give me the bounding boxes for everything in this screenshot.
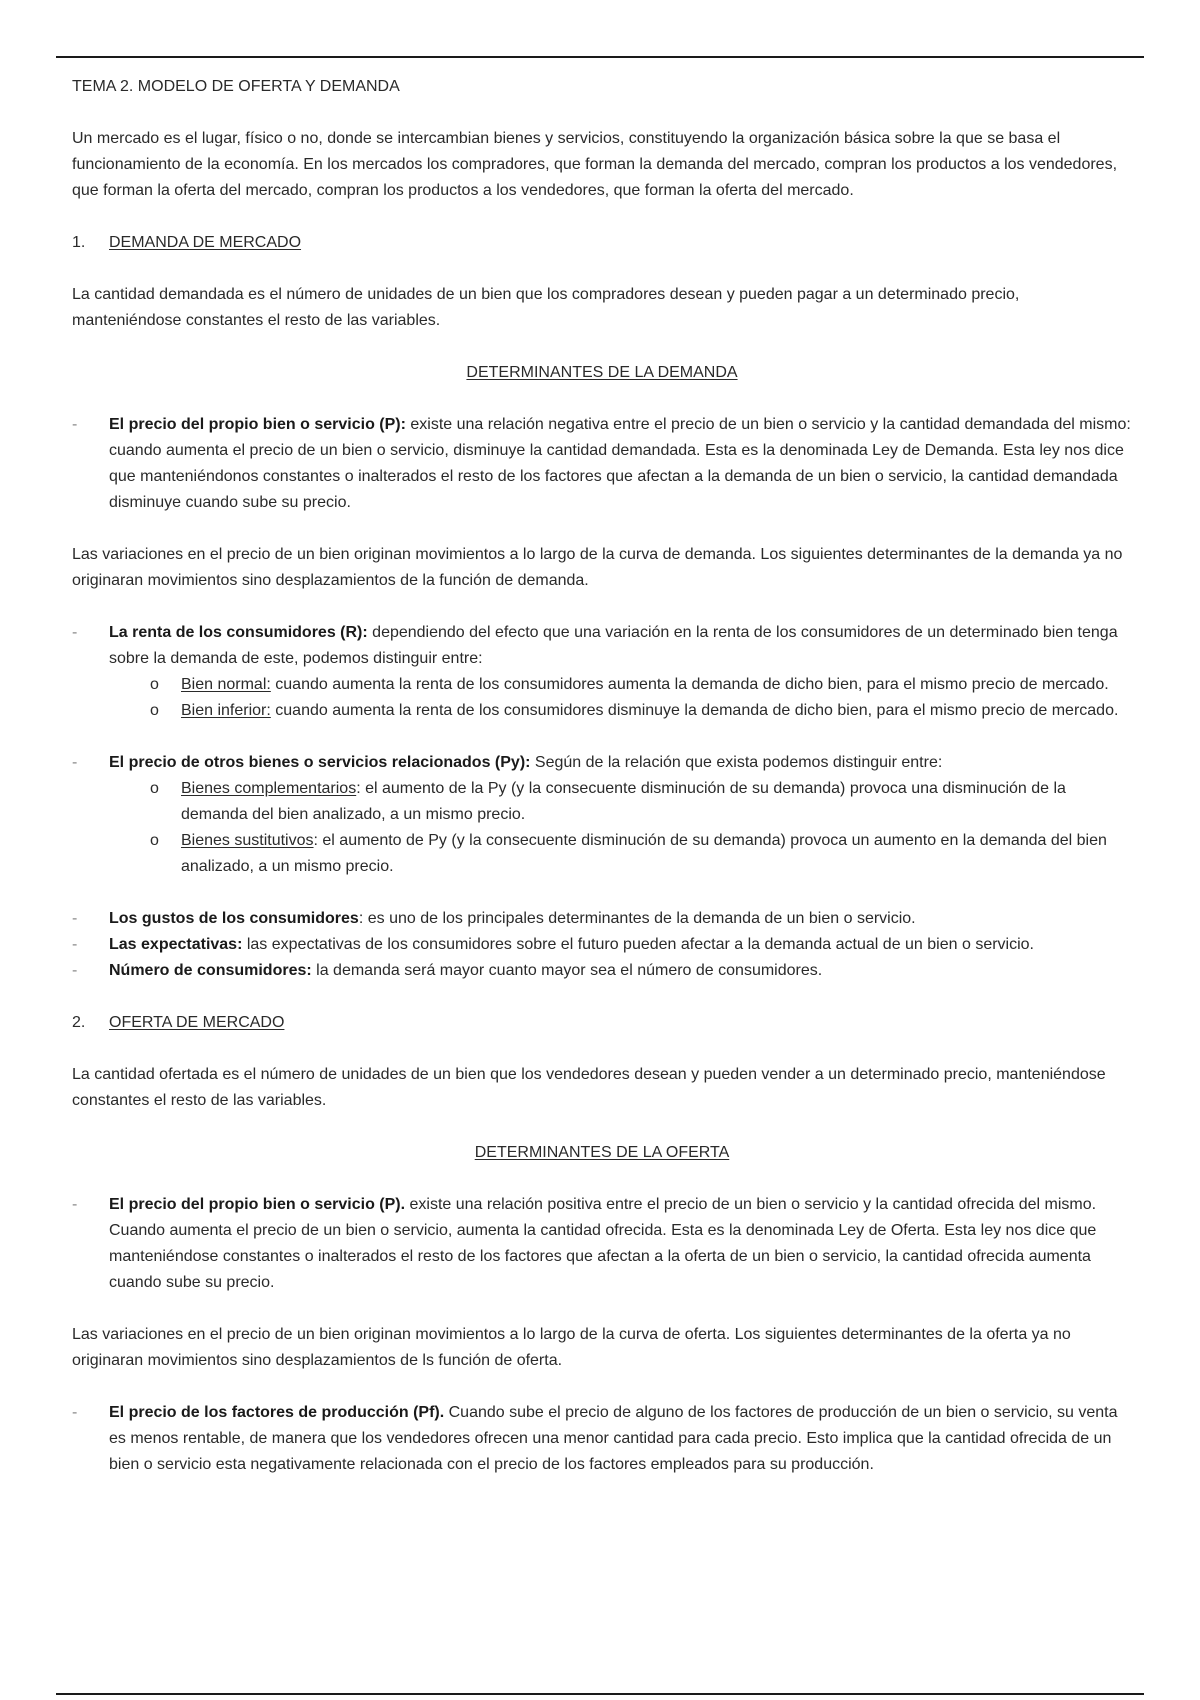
intro-paragraph: Un mercado es el lugar, físico o no, donde se intercambian bienes y servicios, constituyendo la organización básica sobre la que se basa el funcionamiento de la economía. En los mercados los compradores, que forman la demanda del mercado, compran los productos a los vendedores, que forman la oferta del mercado, compran los productos a los vendedores, que forman la oferta del mercado.	[72, 130, 1118, 199]
section-1-heading	[72, 230, 1132, 256]
supply-variations-paragraph: Las variaciones en el precio de un bien originan movimientos a lo largo de la curva de oferta. Los siguientes determinantes de la oferta ya no originaran movimientos sino desplazamientos de ls función de oferta.	[72, 1326, 1071, 1369]
income-text: dependiendo del efecto que una variación en la renta de los consumidores de un determinado bien tenga sobre la demanda de este, podemos distinguir entre:	[109, 624, 1118, 667]
dash-marker: -	[72, 1196, 78, 1213]
consumers-label: Número de consumidores:	[109, 962, 312, 979]
top-rule	[56, 56, 1144, 58]
substitute-goods-label: Bienes sustitutivos	[181, 832, 314, 849]
factors-price-item	[72, 1400, 1132, 1478]
section-1-number: 1.	[72, 234, 86, 251]
section-1-title: DEMANDA DE MERCADO	[109, 234, 302, 251]
section-2-title: OFERTA DE MERCADO	[109, 1014, 285, 1031]
bullet-marker: o	[150, 676, 159, 693]
dash-marker: -	[72, 416, 78, 433]
related-goods-item	[72, 750, 1132, 776]
demand-price-text: existe una relación negativa entre el precio de un bien o servicio y la cantidad demandada del mismo: cuando aumenta el precio de un bien o servicio, disminuye la cantidad demandada. Esta es la denominada Ley de Demanda. Esta ley nos dice que manteniéndonos constantes o inalterados el resto de los factores que afectan a la demanda de un bien o servicio, la cantidad demandada disminuye cuando sube su precio.	[109, 416, 1131, 511]
complementary-goods-item	[72, 776, 1132, 828]
consumers-text: la demanda será mayor cuanto mayor sea el número de consumidores.	[311, 962, 823, 979]
supply-price-text: existe una relación positiva entre el precio de un bien o servicio y la cantidad ofrecida del mismo. Cuando aumenta el precio de un bien o servicio, aumenta la cantidad ofrecida. Esta es la denominada Ley de Oferta. Esta ley nos dice que manteniéndose constantes o inalterados el resto de los factores que afectan a la oferta de un bien o servicio, la cantidad ofrecida aumenta cuando sube su precio.	[109, 1196, 1097, 1291]
expectations-label: Las expectativas:	[109, 936, 243, 953]
inferior-good-text: cuando aumenta la renta de los consumidores disminuye la demanda de dicho bien, para el mismo precio de mercado.	[270, 702, 1119, 719]
factors-price-label: El precio de los factores de producción (Pf).	[109, 1404, 445, 1421]
demand-definition: La cantidad demandada es el número de unidades de un bien que los compradores desean y pueden pagar a un determinado precio, manteniéndose constantes el resto de las variables.	[72, 286, 1020, 329]
complementary-goods-text: : el aumento de la Py (y la consecuente disminución de su demanda) provoca una disminución de la demanda del bien analizado, a un mismo precio.	[181, 780, 1066, 823]
dash-marker: -	[72, 624, 78, 641]
complementary-goods-label: Bienes complementarios	[181, 780, 357, 797]
demand-determinants-heading: DETERMINANTES DE LA DEMANDA	[466, 364, 738, 381]
inferior-good-label: Bien inferior:	[181, 702, 271, 719]
bullet-marker: o	[150, 702, 159, 719]
related-goods-label: El precio de otros bienes o servicios relacionados (Py):	[109, 754, 531, 771]
demand-income-item	[72, 620, 1132, 672]
tastes-text: : es uno de los principales determinantes de la demanda de un bien o servicio.	[358, 910, 916, 927]
demand-variations-paragraph: Las variaciones en el precio de un bien originan movimientos a lo largo de la curva de demanda. Los siguientes determinantes de la demanda ya no originaran movimientos sino desplazamientos de la función de demanda.	[72, 546, 1123, 589]
demand-price-item	[72, 412, 1132, 516]
section-2-heading	[72, 1010, 1132, 1036]
inferior-good-item	[72, 698, 1132, 724]
consumers-item	[72, 958, 1132, 984]
demand-price-label: El precio del propio bien o servicio (P):	[109, 416, 406, 433]
expectations-text: las expectativas de los consumidores sobre el futuro pueden afectar a la demanda actual de un bien o servicio.	[242, 936, 1034, 953]
document-title: TEMA 2. MODELO DE OFERTA Y DEMANDA	[72, 78, 400, 95]
normal-good-label: Bien normal:	[181, 676, 271, 693]
dash-marker: -	[72, 754, 78, 771]
normal-good-text: cuando aumenta la renta de los consumidores aumenta la demanda de dicho bien, para el mismo precio de mercado.	[270, 676, 1109, 693]
normal-good-item	[72, 672, 1132, 698]
dash-marker: -	[72, 1404, 78, 1421]
document-body	[72, 74, 1132, 1478]
supply-price-label: El precio del propio bien o servicio (P).	[109, 1196, 406, 1213]
dash-marker: -	[72, 936, 78, 953]
substitute-goods-item	[72, 828, 1132, 880]
income-label: La renta de los consumidores (R):	[109, 624, 368, 641]
substitute-goods-text: : el aumento de Py (y la consecuente disminución de su demanda) provoca un aumento en la demanda del bien analizado, a un mismo precio.	[181, 832, 1107, 875]
related-goods-text: Según de la relación que exista podemos distinguir entre:	[530, 754, 943, 771]
tastes-item	[72, 906, 1132, 932]
bullet-marker: o	[150, 780, 159, 797]
bullet-marker: o	[150, 832, 159, 849]
tastes-label: Los gustos de los consumidores	[109, 910, 359, 927]
expectations-item	[72, 932, 1132, 958]
bottom-rule	[56, 1693, 1144, 1695]
supply-definition: La cantidad ofertada es el número de unidades de un bien que los vendedores desean y pueden vender a un determinado precio, manteniéndose constantes el resto de las variables.	[72, 1066, 1106, 1109]
dash-marker: -	[72, 910, 78, 927]
supply-price-item	[72, 1192, 1132, 1296]
section-2-number: 2.	[72, 1014, 86, 1031]
factors-price-text: Cuando sube el precio de alguno de los factores de producción de un bien o servicio, su venta es menos rentable, de manera que los vendedores ofrecen una menor cantidad para cada precio. Esto implica que la cantidad ofrecida de un bien o servicio esta negativamente relacionada con el precio de los factores empleados para su producción.	[109, 1404, 1118, 1473]
dash-marker: -	[72, 962, 78, 979]
supply-determinants-heading: DETERMINANTES DE LA OFERTA	[474, 1144, 730, 1161]
